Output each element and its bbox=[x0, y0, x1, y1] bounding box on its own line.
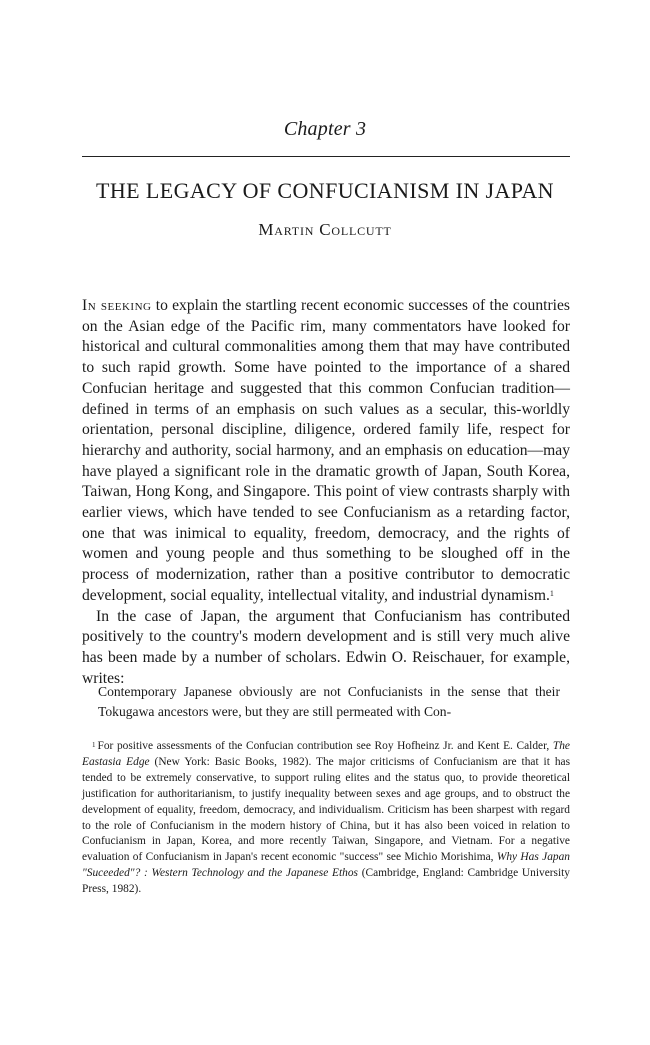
footnote-book-title-2: Why Has Japan "Suceeded"? : Western Technology and the Japanese Ethos bbox=[82, 851, 570, 880]
paragraph-2: In the case of Japan, the argument that Confucianism has contributed positively to the country's modern development and is still very much alive has been made by a number of scholars. Edwin O. Reischauer, for example, writes: bbox=[82, 607, 570, 687]
footnote-mark: 1 bbox=[92, 741, 96, 749]
paragraph-1 bbox=[82, 296, 570, 607]
header-rule bbox=[82, 156, 570, 157]
chapter-label: Chapter 3 bbox=[283, 118, 367, 140]
footnote-reference: 1 bbox=[549, 588, 554, 598]
paragraph-1-text: to explain the startling recent economic successes of the countries on the Asian edge of the Pacific rim, many commentators have looked for historical and cultural commonalities among them that may have contributed to such rapid growth. Some have pointed to the importance of a shared Confucian heritage and suggested that this common Confucian tradition—defined in terms of an emphasis on such values as a secular, this-worldly orientation, personal discipline, diligence, ordered family life, respect for hierarchy and authority, social harmony, and an emphasis on education—may have played a significant role in the dramatic growth of Japan, South Korea, Taiwan, Hong Kong, and Singapore. This point of view contrasts sharply with earlier views, which have tended to see Confucianism as a retarding factor, one that was inimical to equality, freedom, democracy, and the rights of women and young people and thus something to be sloughed off in the process of modernization, rather than a positive contributor to democratic development, social equality, intellectual vitality, and industrial dynamism. bbox=[82, 297, 571, 604]
footnote-text-3: (Cambridge, England: Cambridge University Press, 1982). bbox=[82, 867, 570, 896]
chapter-title: THE LEGACY OF CONFUCIANISM IN JAPAN bbox=[96, 178, 554, 203]
author-name: Martin Collcutt bbox=[258, 220, 392, 239]
footnote bbox=[82, 739, 570, 898]
lead-in-small-caps: In seeking bbox=[82, 297, 152, 314]
footnote-text-2: (New York: Basic Books, 1982). The major criticisms of Confucianism are that it has tended to be extremely conservative, to support ruling elites and the status quo, to provide theoretical justification for authoritarianism, to justify inequality between sexes and age groups, and to obstruct the development of equality, freedom, democracy, and individualism. Criticism has been sharpest with regard to the role of Confucianism in the modern history of China, but it has also been voiced in relation to Confucianism in Japan, Korea, and more recently Taiwan, Singapore, and Vietnam. For a negative evaluation of Confucianism in Japan's recent economic "success" see Michio Morishima, bbox=[82, 755, 571, 864]
body-text bbox=[82, 296, 570, 689]
footnote-text-1: For positive assessments of the Confucian contribution see Roy Hofheinz Jr. and Kent E. Calder, bbox=[97, 740, 553, 752]
block-quote: Contemporary Japanese obviously are not Confucianists in the sense that their Tokugawa ancestors were, but they are still permeated with Con- bbox=[98, 684, 560, 719]
footnote-book-title-1: The Eastasia Edge bbox=[82, 740, 570, 768]
